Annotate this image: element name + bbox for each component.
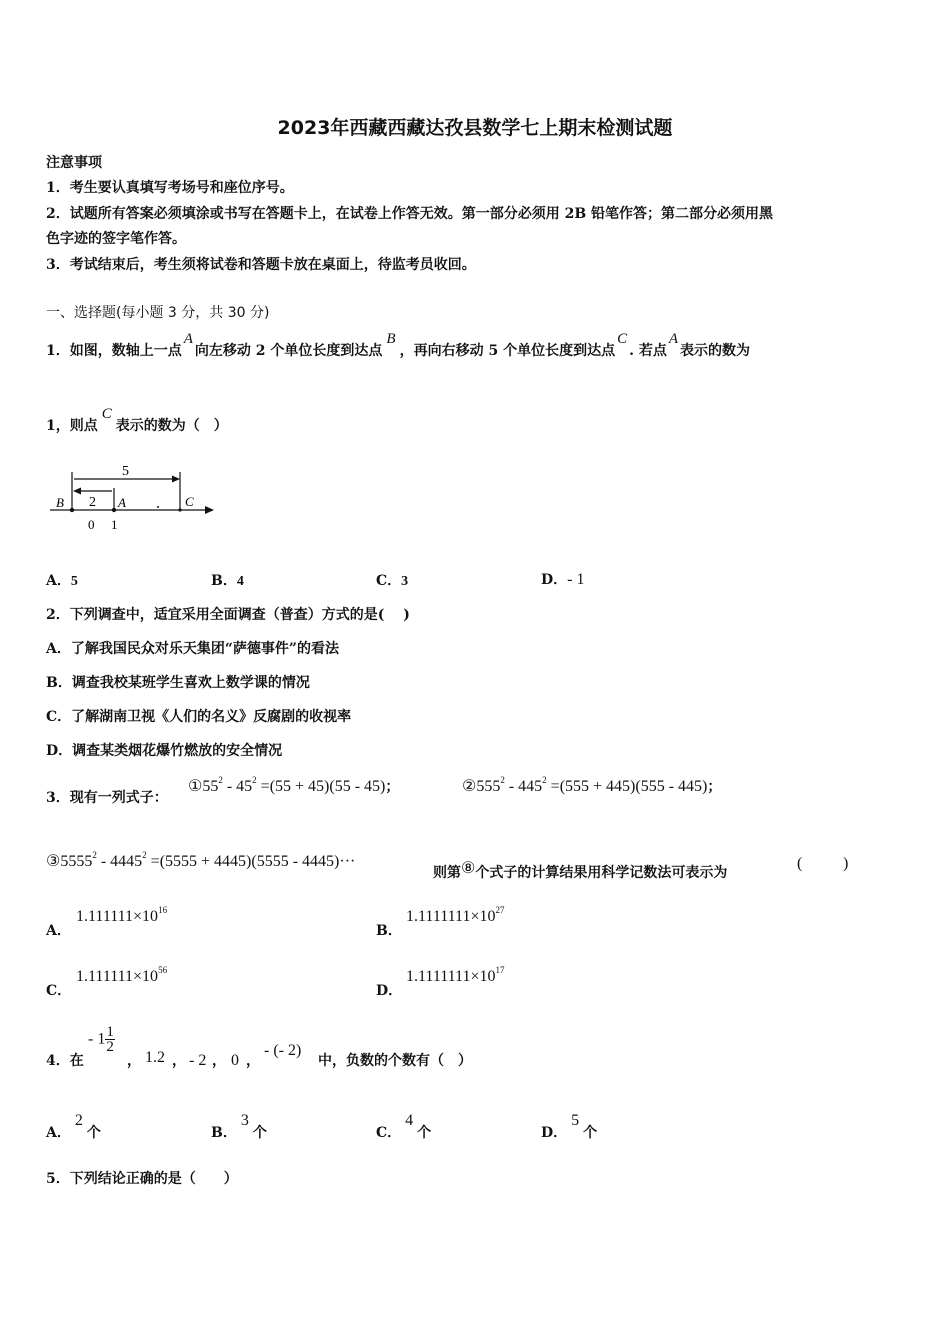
q4-comma: ，: [246, 1053, 260, 1069]
q3-option-a-label: A．: [46, 923, 71, 939]
q3-expression-3: ③5555$^2$ - $4445^2 =(5555 + 4445)(5555 - 4445)\cdot\cdot\cdot$: [46, 850, 356, 870]
point-c: [178, 508, 181, 511]
label-b: B: [56, 495, 64, 510]
q1-option-b: B．4: [211, 573, 244, 589]
point-a: [112, 508, 116, 512]
q4-number-2: 1.2: [145, 1049, 165, 1066]
q4-mixed-number: - 1 $\frac{1}{2}$: [88, 1024, 114, 1055]
notice-item: 1．考生要认真填写考场号和座位序号。: [46, 180, 294, 196]
notice-item: 色字迹的签字笔作答。: [46, 231, 186, 247]
label-five: 5: [122, 464, 129, 479]
label-a: A: [118, 495, 126, 510]
q3-paren-open: (: [797, 855, 803, 872]
q4-option-c: C．4个: [376, 1112, 432, 1141]
number-line-figure: [44, 460, 224, 540]
label-two: 2: [89, 495, 96, 510]
q4-number-3: - 2: [189, 1052, 207, 1069]
q3-option-d-value: $1.1111111\times 10^{17}$: [406, 965, 505, 985]
q1-option-d: D．- 1: [541, 571, 585, 588]
q3-option-a-value: $1.111111\times 10^{16}$: [76, 905, 168, 925]
q1-option-a: A．5: [46, 573, 78, 589]
q3-option-c-value: $1.111111\times 10^{56}$: [76, 965, 168, 985]
q2-option-a: A．了解我国民众对乐天集团“萨德事件”的看法: [46, 641, 339, 657]
label-c: C: [185, 494, 194, 509]
q4-option-a: A．2个: [46, 1112, 101, 1141]
label-zero: 0: [88, 517, 95, 532]
notice-heading: 注意事项: [46, 155, 102, 171]
q1-option-c: C．3: [376, 573, 409, 589]
q4-number-5: - (- 2): [264, 1042, 302, 1059]
q1-stem: 1．如图，数轴上一点A向左移动 2 个单位长度到达点B，再向右移动 5 个单位长度到达点C. 若点A表示的数为: [46, 331, 751, 359]
point-b: [70, 508, 74, 512]
q4-stem: 4．在: [46, 1053, 84, 1069]
page-title: 2023年西藏西藏达孜县数学七上期末检测试题: [277, 117, 673, 139]
q3-expression-1: $①55^2 - 45^2 =(55 + 45)(55 - 45)$；: [188, 775, 400, 795]
q4-comma: ，: [172, 1053, 186, 1069]
section-heading: 一、选择题(每小题 3 分，共 30 分): [46, 305, 270, 321]
q3-option-b-label: B．: [376, 923, 402, 939]
label-one: 1: [111, 517, 118, 532]
q4-comma: ，: [127, 1053, 141, 1069]
q2-stem: 2．下列调查中，适宜采用全面调查（普查）方式的是( ): [46, 607, 410, 623]
q2-option-c: C．了解湖南卫视《人们的名义》反腐剧的收视率: [46, 709, 352, 725]
notice-item: 2．试题所有答案必须填涂或书写在答题卡上，在试卷上作答无效。第一部分必须用 2B 铅笔作答；第二部分必须用黑: [46, 206, 774, 222]
q4-comma: ，: [212, 1053, 226, 1069]
q2-option-d: D．调查某类烟花爆竹燃放的安全情况: [46, 743, 283, 759]
notice-item: 3．考试结束后，考生须将试卷和答题卡放在桌面上，待监考员收回。: [46, 257, 476, 273]
q4-option-b: B．3个: [211, 1112, 267, 1141]
q4-question-tail: 中，负数的个数有（ ）: [318, 1053, 472, 1069]
q3-option-d-label: D．: [376, 983, 403, 999]
q2-option-b: B．调查我校某班学生喜欢上数学课的情况: [46, 675, 310, 691]
q5-stem: 5．下列结论正确的是（ ）: [46, 1171, 238, 1187]
q3-paren-close: ): [843, 855, 849, 872]
q3-option-b-value: $1.1111111\times 10^{27}$: [406, 905, 505, 925]
q3-stem: 3．现有一列式子：: [46, 790, 168, 806]
q3-expression-2: $②555^2 - 445^2 =(555 + 445)(555 - 445)$；: [462, 775, 722, 795]
q3-option-c-label: C．: [46, 983, 72, 999]
q4-option-d: D．5个: [541, 1112, 598, 1141]
q4-number-4: 0: [231, 1052, 239, 1069]
axis-arrow-icon: [205, 506, 214, 514]
q3-question-tail: 则第⑧个式子的计算结果用科学记数法可表示为: [433, 860, 728, 881]
q1-stem-cont: 1，则点C表示的数为（ ）: [46, 406, 228, 434]
